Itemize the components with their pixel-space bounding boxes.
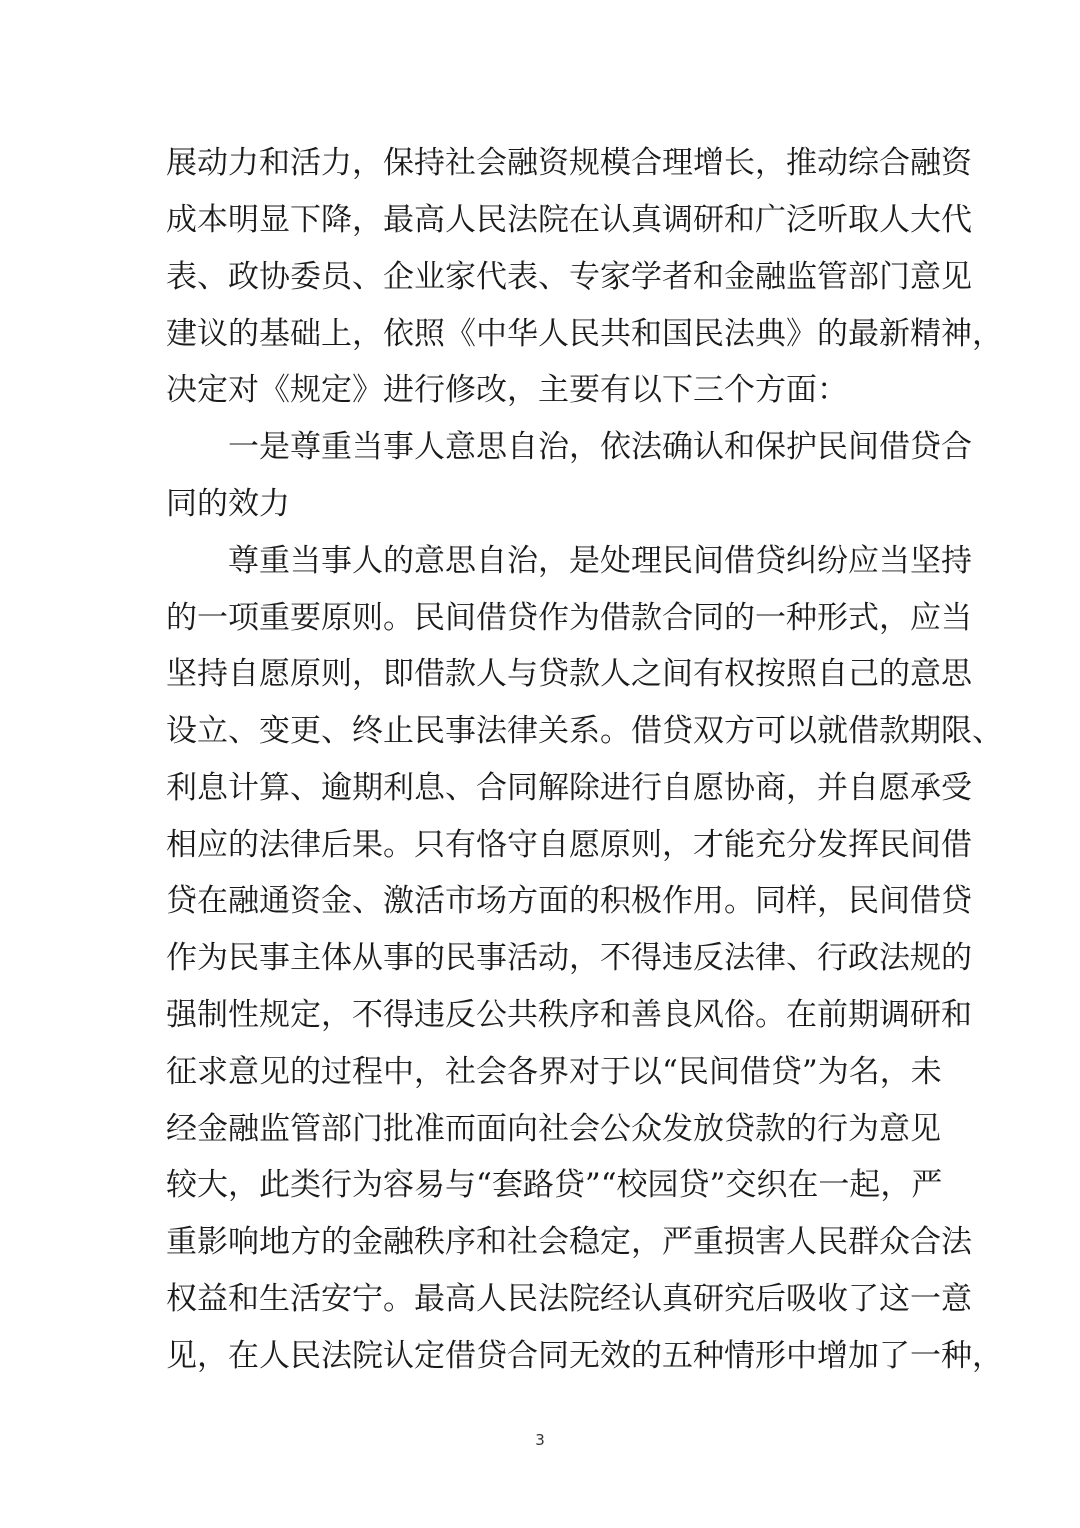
text-line: 表、政协委员、企业家代表、专家学者和金融监管部门意见 <box>166 259 972 295</box>
text-line: 见，在人民法院认定借贷合同无效的五种情形中增加了一种， <box>166 1338 1003 1374</box>
text-line: 重影响地方的金融秩序和社会稳定，严重损害人民群众合法 <box>166 1224 972 1260</box>
text-line: 经金融监管部门批准而面向社会公众发放贷款的行为意见 <box>166 1111 941 1147</box>
text-line: 强制性规定，不得违反公共秩序和善良风俗。在前期调研和 <box>166 997 972 1033</box>
text-line: 成本明显下降，最高人民法院在认真调研和广泛听取人大代 <box>166 202 972 238</box>
text-line: 坚持自愿原则，即借款人与贷款人之间有权按照自己的意思 <box>166 656 972 692</box>
text-line: 的一项重要原则。民间借贷作为借款合同的一种形式，应当 <box>166 600 972 636</box>
text-line: 决定对《规定》进行修改，主要有以下三个方面： <box>166 372 848 408</box>
text-line: 展动力和活力，保持社会融资规模合理增长，推动综合融资 <box>166 145 972 181</box>
text-line: 征求意见的过程中，社会各界对于以“民间借贷”为名，未 <box>166 1054 942 1090</box>
section-heading-line: 同的效力 <box>166 486 290 522</box>
text-line: 设立、变更、终止民事法律关系。借贷双方可以就借款期限、 <box>166 713 1003 749</box>
text-line: 较大，此类行为容易与“套路贷”“校园贷”交织在一起，严 <box>166 1167 943 1203</box>
text-line: 作为民事主体从事的民事活动，不得违反法律、行政法规的 <box>166 940 972 976</box>
text-line: 建议的基础上，依照《中华人民共和国民法典》的最新精神， <box>166 316 1003 352</box>
text-line: 权益和生活安宁。最高人民法院经认真研究后吸收了这一意 <box>166 1281 972 1317</box>
page-number: 3 <box>535 1431 545 1449</box>
text-line: 相应的法律后果。只有恪守自愿原则，才能充分发挥民间借 <box>166 827 972 863</box>
section-heading-line: 一是尊重当事人意思自治，依法确认和保护民间借贷合 <box>228 429 972 465</box>
text-line: 贷在融通资金、激活市场方面的积极作用。同样，民间借贷 <box>166 883 972 919</box>
text-line: 利息计算、逾期利息、合同解除进行自愿协商，并自愿承受 <box>166 770 972 806</box>
paragraph-first-line: 尊重当事人的意思自治，是处理民间借贷纠纷应当坚持 <box>228 543 972 579</box>
